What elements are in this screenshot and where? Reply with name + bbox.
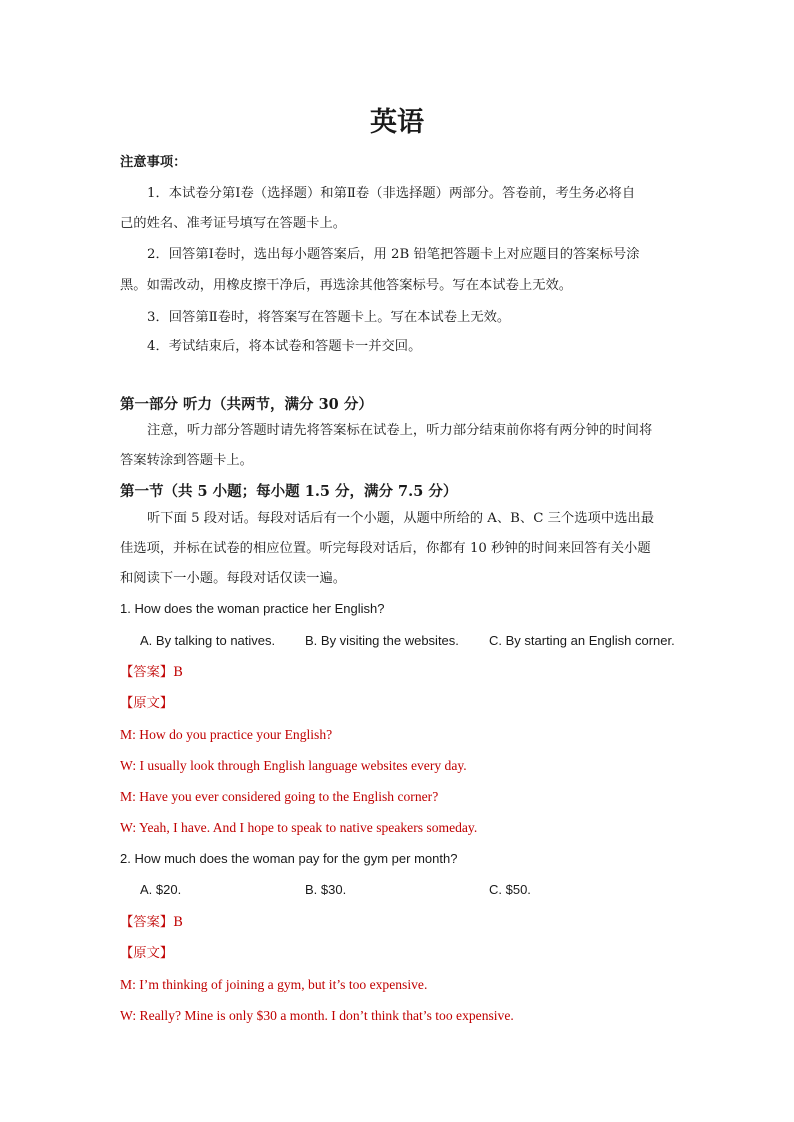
notes-item-2-line-2: 黑。如需改动，用橡皮擦干净后，再选涂其他答案标号。写在本试卷上无效。 — [120, 278, 573, 293]
question-1-transcript-line: M: Have you ever considered going to the English corner? — [120, 789, 439, 804]
section1-heading: 第一节（共 5 小题；每小题 1.5 分，满分 7.5 分） — [120, 483, 458, 500]
notes-item-2-line-1: 2．回答第Ⅰ卷时，选出每小题答案后，用 2B 铅笔把答题卡上对应题目的答案标号涂 — [147, 247, 640, 262]
question-1-transcript-line: W: Yeah, I have. And I hope to speak to native speakers someday. — [120, 820, 478, 835]
question-1-option-a: A. By talking to natives. — [140, 633, 276, 648]
question-1-transcript-line: M: How do you practice your English? — [120, 727, 333, 742]
part1-heading: 第一部分 听力（共两节，满分 30 分） — [120, 396, 373, 413]
notes-item-1-line-1: 1．本试卷分第Ⅰ卷（选择题）和第Ⅱ卷（非选择题）两部分。答卷前，考生务必将自 — [147, 186, 636, 201]
part1-intro-line-1: 注意，听力部分答题时请先将答案标在试卷上，听力部分结束前你将有两分钟的时间将 — [147, 423, 653, 438]
question-1-option-b: B. By visiting the websites. — [305, 633, 459, 648]
question-1-stem: 1. How does the woman practice her English? — [120, 601, 385, 616]
question-1-transcript-line: W: I usually look through English language websites every day. — [120, 758, 467, 773]
notes-item-3: 3．回答第Ⅱ卷时，将答案写在答题卡上。写在本试卷上无效。 — [147, 310, 511, 325]
notes-item-1-line-2: 己的姓名、准考证号填写在答题卡上。 — [120, 216, 347, 231]
question-1-transcript-label: 【原文】 — [120, 696, 174, 711]
question-2-stem: 2. How much does the woman pay for the gym per month? — [120, 851, 458, 866]
question-2-transcript-line: W: Really? Mine is only $30 a month. I don’t think that’s too expensive. — [120, 1008, 514, 1023]
section1-intro-line-1: 听下面 5 段对话。每段对话后有一个小题，从题中所给的 A、B、C 三个选项中选出最 — [147, 511, 655, 526]
question-1-answer: 【答案】B — [120, 665, 183, 680]
section1-intro-line-2: 佳选项，并标在试卷的相应位置。听完每段对话后，你都有 10 秒钟的时间来回答有关小题 — [120, 541, 651, 556]
question-2-option-b: B. $30. — [305, 882, 347, 897]
question-2-option-a: A. $20. — [140, 882, 182, 897]
page-title: 英语 — [370, 107, 424, 138]
notes-heading: 注意事项： — [120, 155, 187, 170]
part1-intro-line-2: 答案转涂到答题卡上。 — [120, 453, 253, 468]
question-2-answer: 【答案】B — [120, 915, 183, 930]
question-2-option-c: C. $50. — [489, 882, 531, 897]
question-1-option-c: C. By starting an English corner. — [489, 633, 675, 648]
question-2-transcript-line: M: I’m thinking of joining a gym, but it’s too expensive. — [120, 977, 428, 992]
notes-item-4: 4．考试结束后，将本试卷和答题卡一并交回。 — [147, 339, 422, 354]
question-2-transcript-label: 【原文】 — [120, 946, 174, 961]
section1-intro-line-3: 和阅读下一小题。每段对话仅读一遍。 — [120, 571, 347, 586]
